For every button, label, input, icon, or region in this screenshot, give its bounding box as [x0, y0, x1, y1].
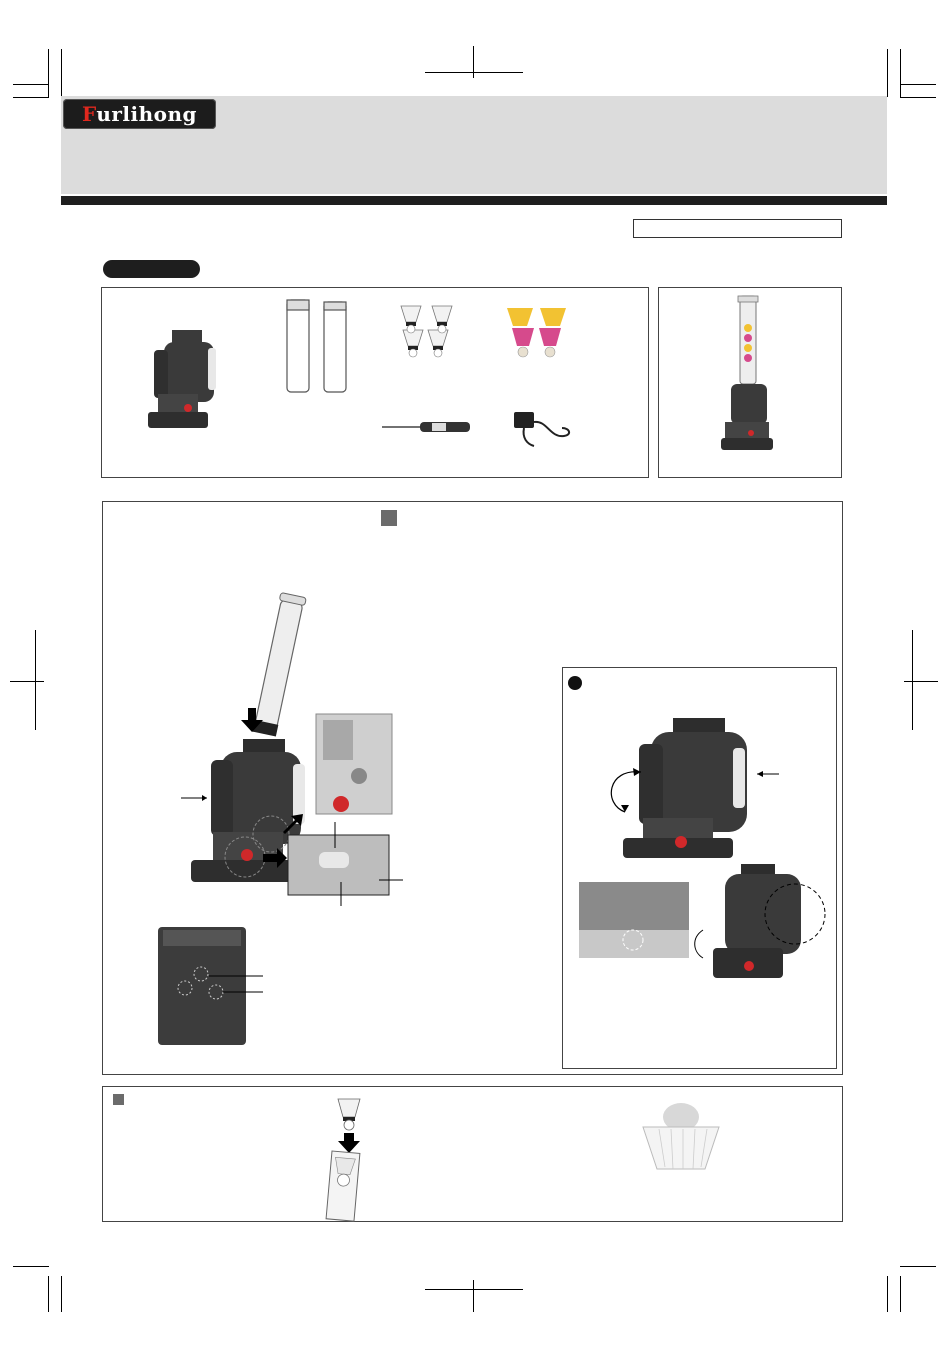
loading-panel: [102, 1086, 843, 1222]
crop-mark: [48, 1276, 49, 1312]
crop-mark: [900, 1266, 936, 1267]
accessories-panel: [101, 287, 649, 478]
crop-mark: [61, 1276, 62, 1312]
crop-mark: [425, 72, 523, 73]
crop-mark: [10, 681, 44, 682]
assembled-machine-panel: [658, 287, 842, 478]
power-adapter-image: [102, 288, 648, 477]
brand-logo-text: Furlihong: [81, 102, 198, 126]
header-rule: [61, 196, 887, 205]
crop-mark: [13, 97, 49, 98]
crop-mark: [13, 84, 49, 85]
crop-mark: [912, 630, 913, 730]
crop-mark: [473, 1280, 474, 1312]
crop-mark: [35, 630, 36, 730]
assembled-machine-image: [659, 288, 841, 477]
installation-panel: [102, 501, 843, 1075]
crop-mark: [900, 84, 936, 85]
adjustment-subpanel: [562, 667, 837, 1069]
brand-logo: [63, 99, 216, 129]
crop-mark: [887, 49, 888, 97]
crop-mark: [887, 1276, 888, 1312]
model-number-box: [633, 219, 842, 238]
section-label-pill: [103, 260, 200, 278]
crop-mark: [900, 49, 901, 97]
crop-mark: [904, 681, 938, 682]
crop-mark: [900, 1276, 901, 1312]
adjustment-illustration: [563, 668, 836, 1068]
crop-mark: [13, 1266, 49, 1267]
loading-illustration: [103, 1087, 842, 1221]
crop-mark: [61, 49, 62, 97]
crop-mark: [473, 46, 474, 78]
crop-mark: [900, 97, 936, 98]
crop-mark: [425, 1289, 523, 1290]
crop-mark: [48, 49, 49, 97]
